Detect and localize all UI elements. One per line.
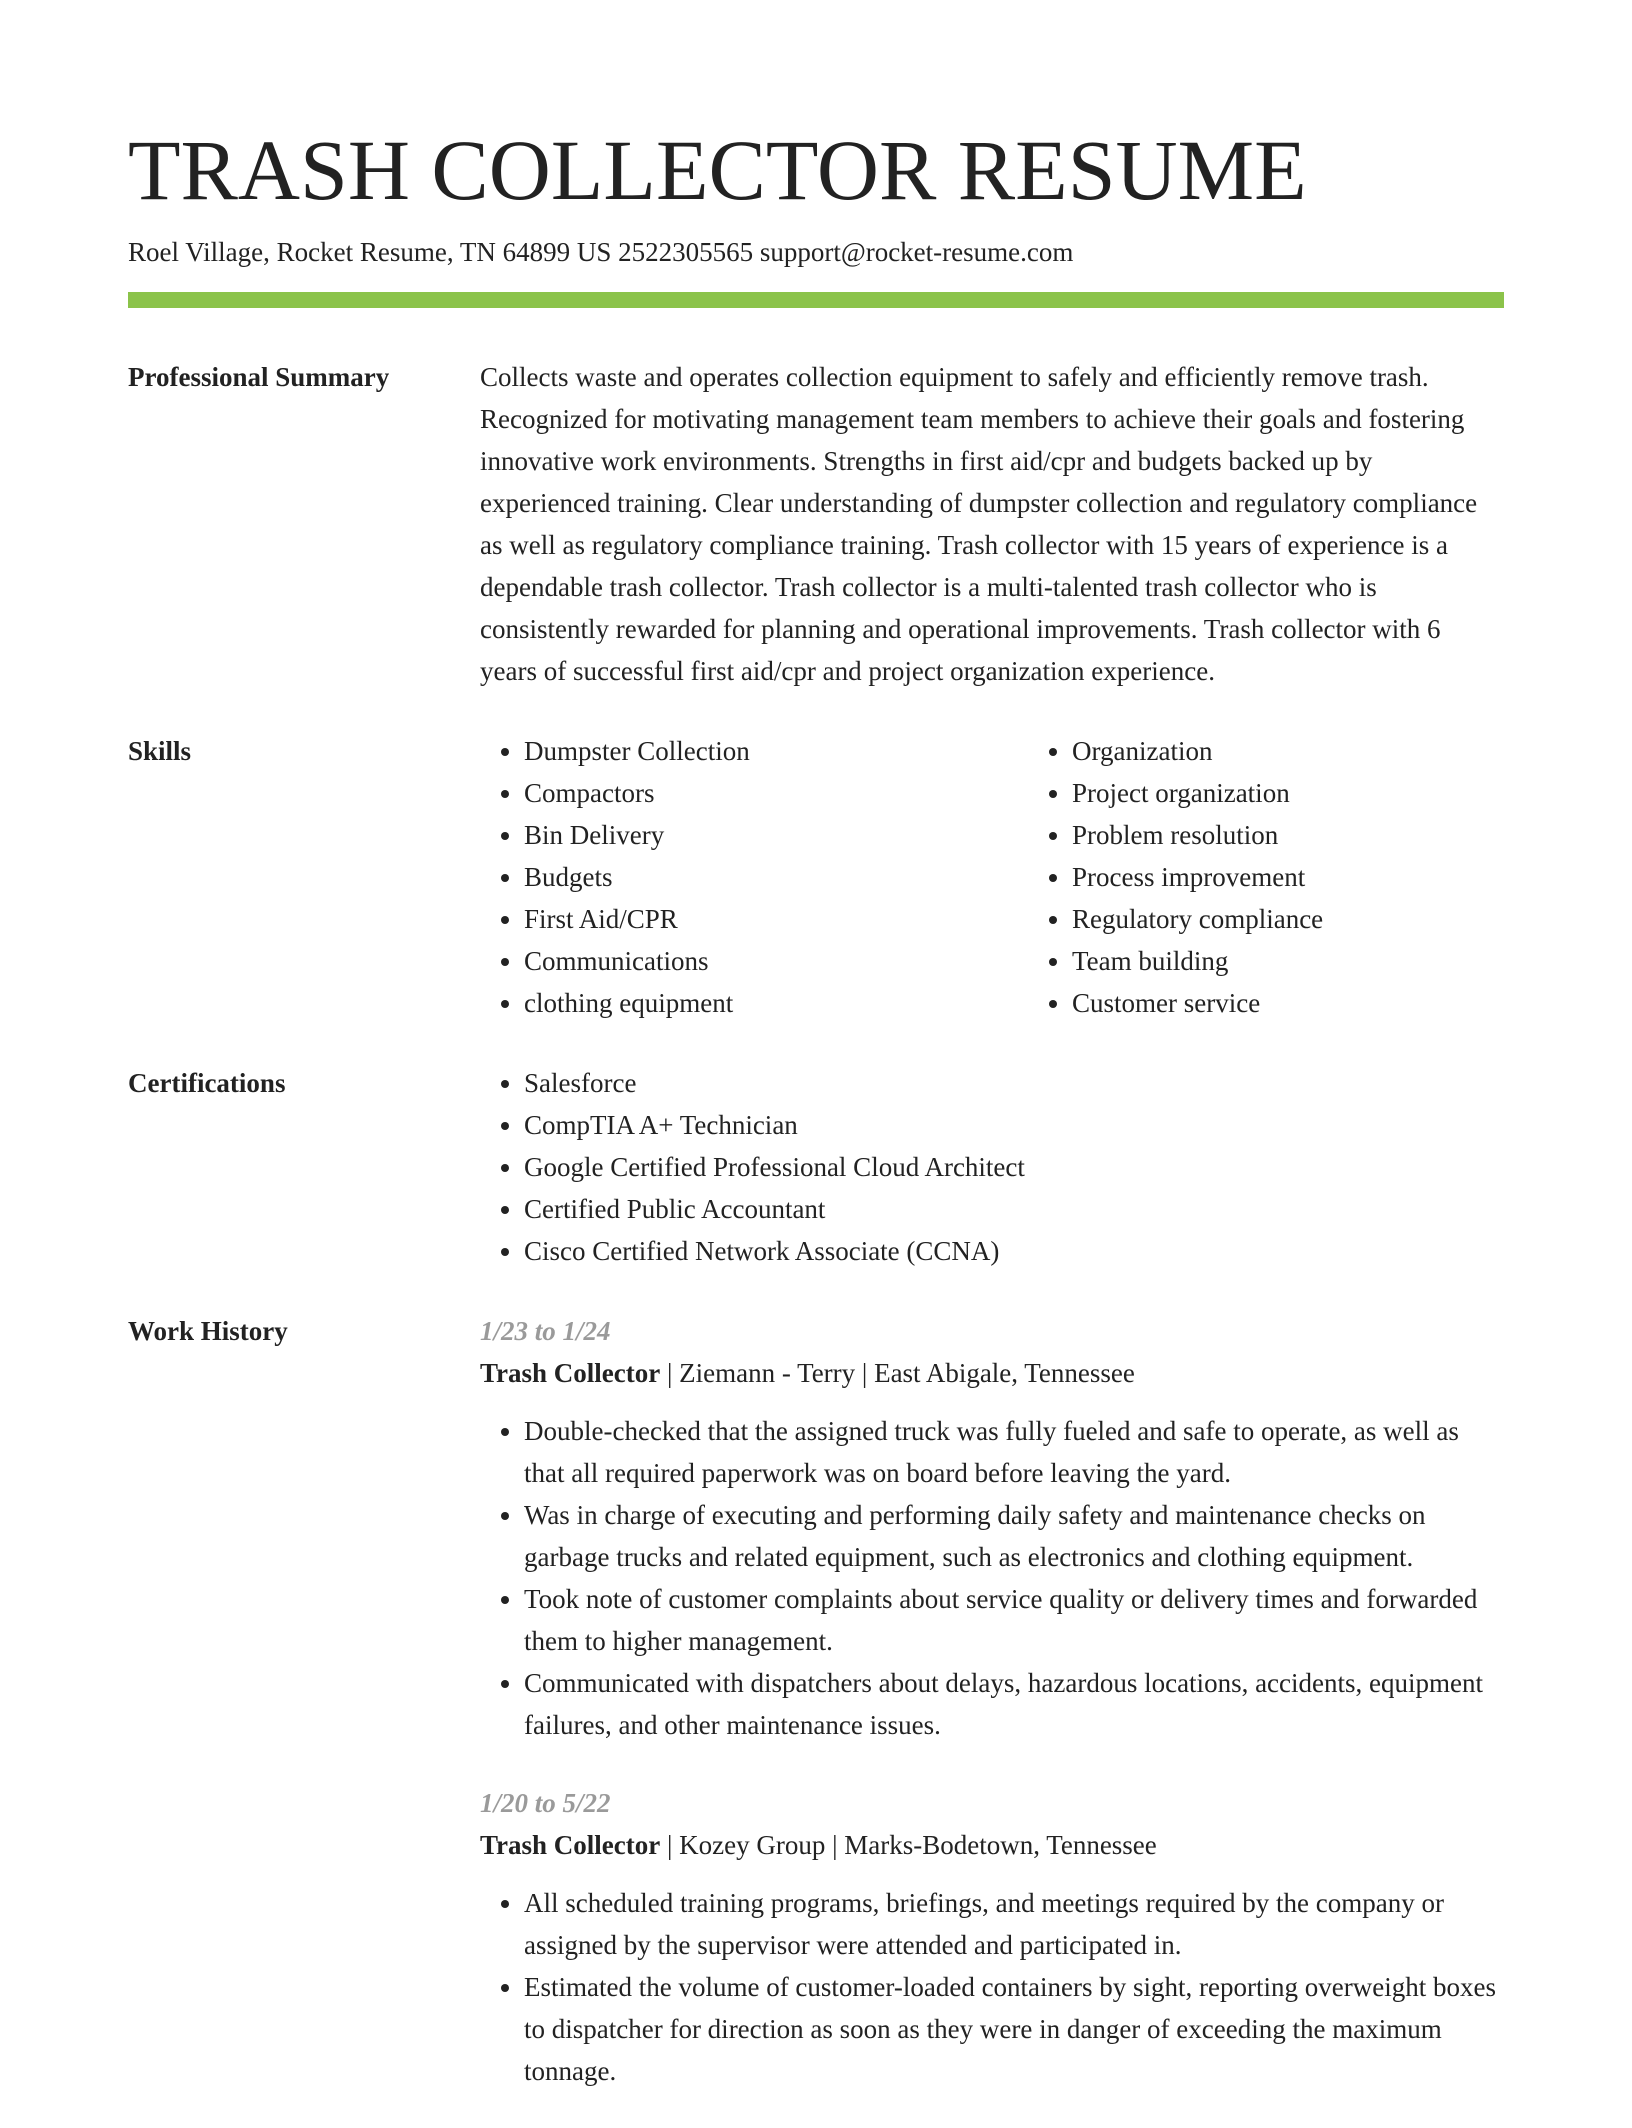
job-bullets bbox=[480, 1882, 1504, 2092]
job-employer-location: | Kozey Group | Marks-Bodetown, Tennessee bbox=[660, 1830, 1157, 1860]
skill-item: • Dumpster Collection bbox=[524, 730, 1028, 772]
certification-item: • Google Certified Professional Cloud Architect bbox=[524, 1146, 1504, 1188]
job-bullets bbox=[480, 1410, 1504, 1746]
certification-item: • Salesforce bbox=[524, 1062, 1504, 1104]
accent-divider bbox=[128, 292, 1504, 308]
section-label-summary: Professional Summary bbox=[128, 362, 390, 392]
job-entry bbox=[480, 1310, 1504, 1746]
job-title: Trash Collector bbox=[480, 1358, 661, 1388]
skill-item: • Problem resolution bbox=[1072, 814, 1576, 856]
certification-item: • Certified Public Accountant bbox=[524, 1188, 1504, 1230]
summary-section bbox=[128, 356, 1504, 692]
summary-body bbox=[480, 356, 1504, 692]
contact-line: Roel Village, Rocket Resume, TN 64899 US 2522305565 support@rocket-resume.com bbox=[128, 237, 1074, 267]
skill-item: • Budgets bbox=[524, 856, 1028, 898]
skill-item: • Regulatory compliance bbox=[1072, 898, 1576, 940]
work-history-section bbox=[128, 1310, 1504, 2128]
resume-title: TRASH COLLECTOR RESUME bbox=[128, 122, 1307, 218]
skill-item: • Project organization bbox=[1072, 772, 1576, 814]
skill-item: • Compactors bbox=[524, 772, 1028, 814]
skills-list-left bbox=[480, 730, 1028, 1024]
certification-item: • CompTIA A+ Technician bbox=[524, 1104, 1504, 1146]
skills-grid bbox=[480, 730, 1576, 1024]
skills-section bbox=[128, 730, 1504, 1024]
job-bullet: • Double-checked that the assigned truck was fully fueled and safe to operate, as well as that all required paperwork was on board before leaving the yard. bbox=[524, 1410, 1504, 1494]
summary-text: Collects waste and operates collection equipment to safely and efficiently remove trash. Recognized for motivating management team members to achieve their goals and fostering innovative work environments. Strengths in first aid/cpr and budgets backed up by experienced training. Clear understanding of dumpster collection and regulatory compliance as well as regulatory compliance training. Trash collector with 15 years of experience is a dependable trash collector. Trash collector is a multi-talented trash collector who is consistently rewarded for planning and operational improvements. Trash collector with 6 years of successful first aid/cpr and project organization experience. bbox=[480, 362, 1478, 686]
certifications-list bbox=[480, 1062, 1504, 1272]
job-bullet: • Took note of customer complaints about service quality or delivery times and forwarded them to higher management. bbox=[524, 1578, 1504, 1662]
job-entry bbox=[480, 1782, 1504, 2092]
skill-item: • clothing equipment bbox=[524, 982, 1028, 1024]
skill-item: • Customer service bbox=[1072, 982, 1576, 1024]
section-label-work-history: Work History bbox=[128, 1316, 288, 1346]
job-employer-location: | Ziemann - Terry | East Abigale, Tennessee bbox=[660, 1358, 1135, 1388]
certification-item: • Cisco Certified Network Associate (CCNA) bbox=[524, 1230, 1504, 1272]
skill-item: • Team building bbox=[1072, 940, 1576, 982]
skill-item: • First Aid/CPR bbox=[524, 898, 1028, 940]
certifications-body bbox=[480, 1062, 1504, 1272]
job-bullet: • Communicated with dispatchers about delays, hazardous locations, accidents, equipment failures, and other maintenance issues. bbox=[524, 1662, 1504, 1746]
resume-page bbox=[128, 118, 1504, 2128]
section-label-certifications: Certifications bbox=[128, 1068, 286, 1098]
job-header bbox=[480, 1352, 1504, 1394]
section-label-skills: Skills bbox=[128, 736, 192, 766]
job-bullet: • All scheduled training programs, briefings, and meetings required by the company or assigned by the supervisor were attended and participated in. bbox=[524, 1882, 1504, 1966]
skill-item: • Process improvement bbox=[1072, 856, 1576, 898]
job-bullet: • Was in charge of executing and performing daily safety and maintenance checks on garbage trucks and related equipment, such as electronics and clothing equipment. bbox=[524, 1494, 1504, 1578]
skill-item: • Bin Delivery bbox=[524, 814, 1028, 856]
job-title: Trash Collector bbox=[480, 1830, 661, 1860]
skills-list-right bbox=[1028, 730, 1576, 1024]
job-dates: 1/23 to 1/24 bbox=[480, 1316, 611, 1346]
job-bullet: • Estimated the volume of customer-loaded containers by sight, reporting overweight boxes to dispatcher for direction as soon as they were in danger of exceeding the maximum tonnage. bbox=[524, 1966, 1504, 2092]
skill-item: • Organization bbox=[1072, 730, 1576, 772]
job-dates: 1/20 to 5/22 bbox=[480, 1788, 611, 1818]
work-history-body bbox=[480, 1310, 1504, 2128]
job-header bbox=[480, 1824, 1504, 1866]
skill-item: • Communications bbox=[524, 940, 1028, 982]
certifications-section bbox=[128, 1062, 1504, 1272]
